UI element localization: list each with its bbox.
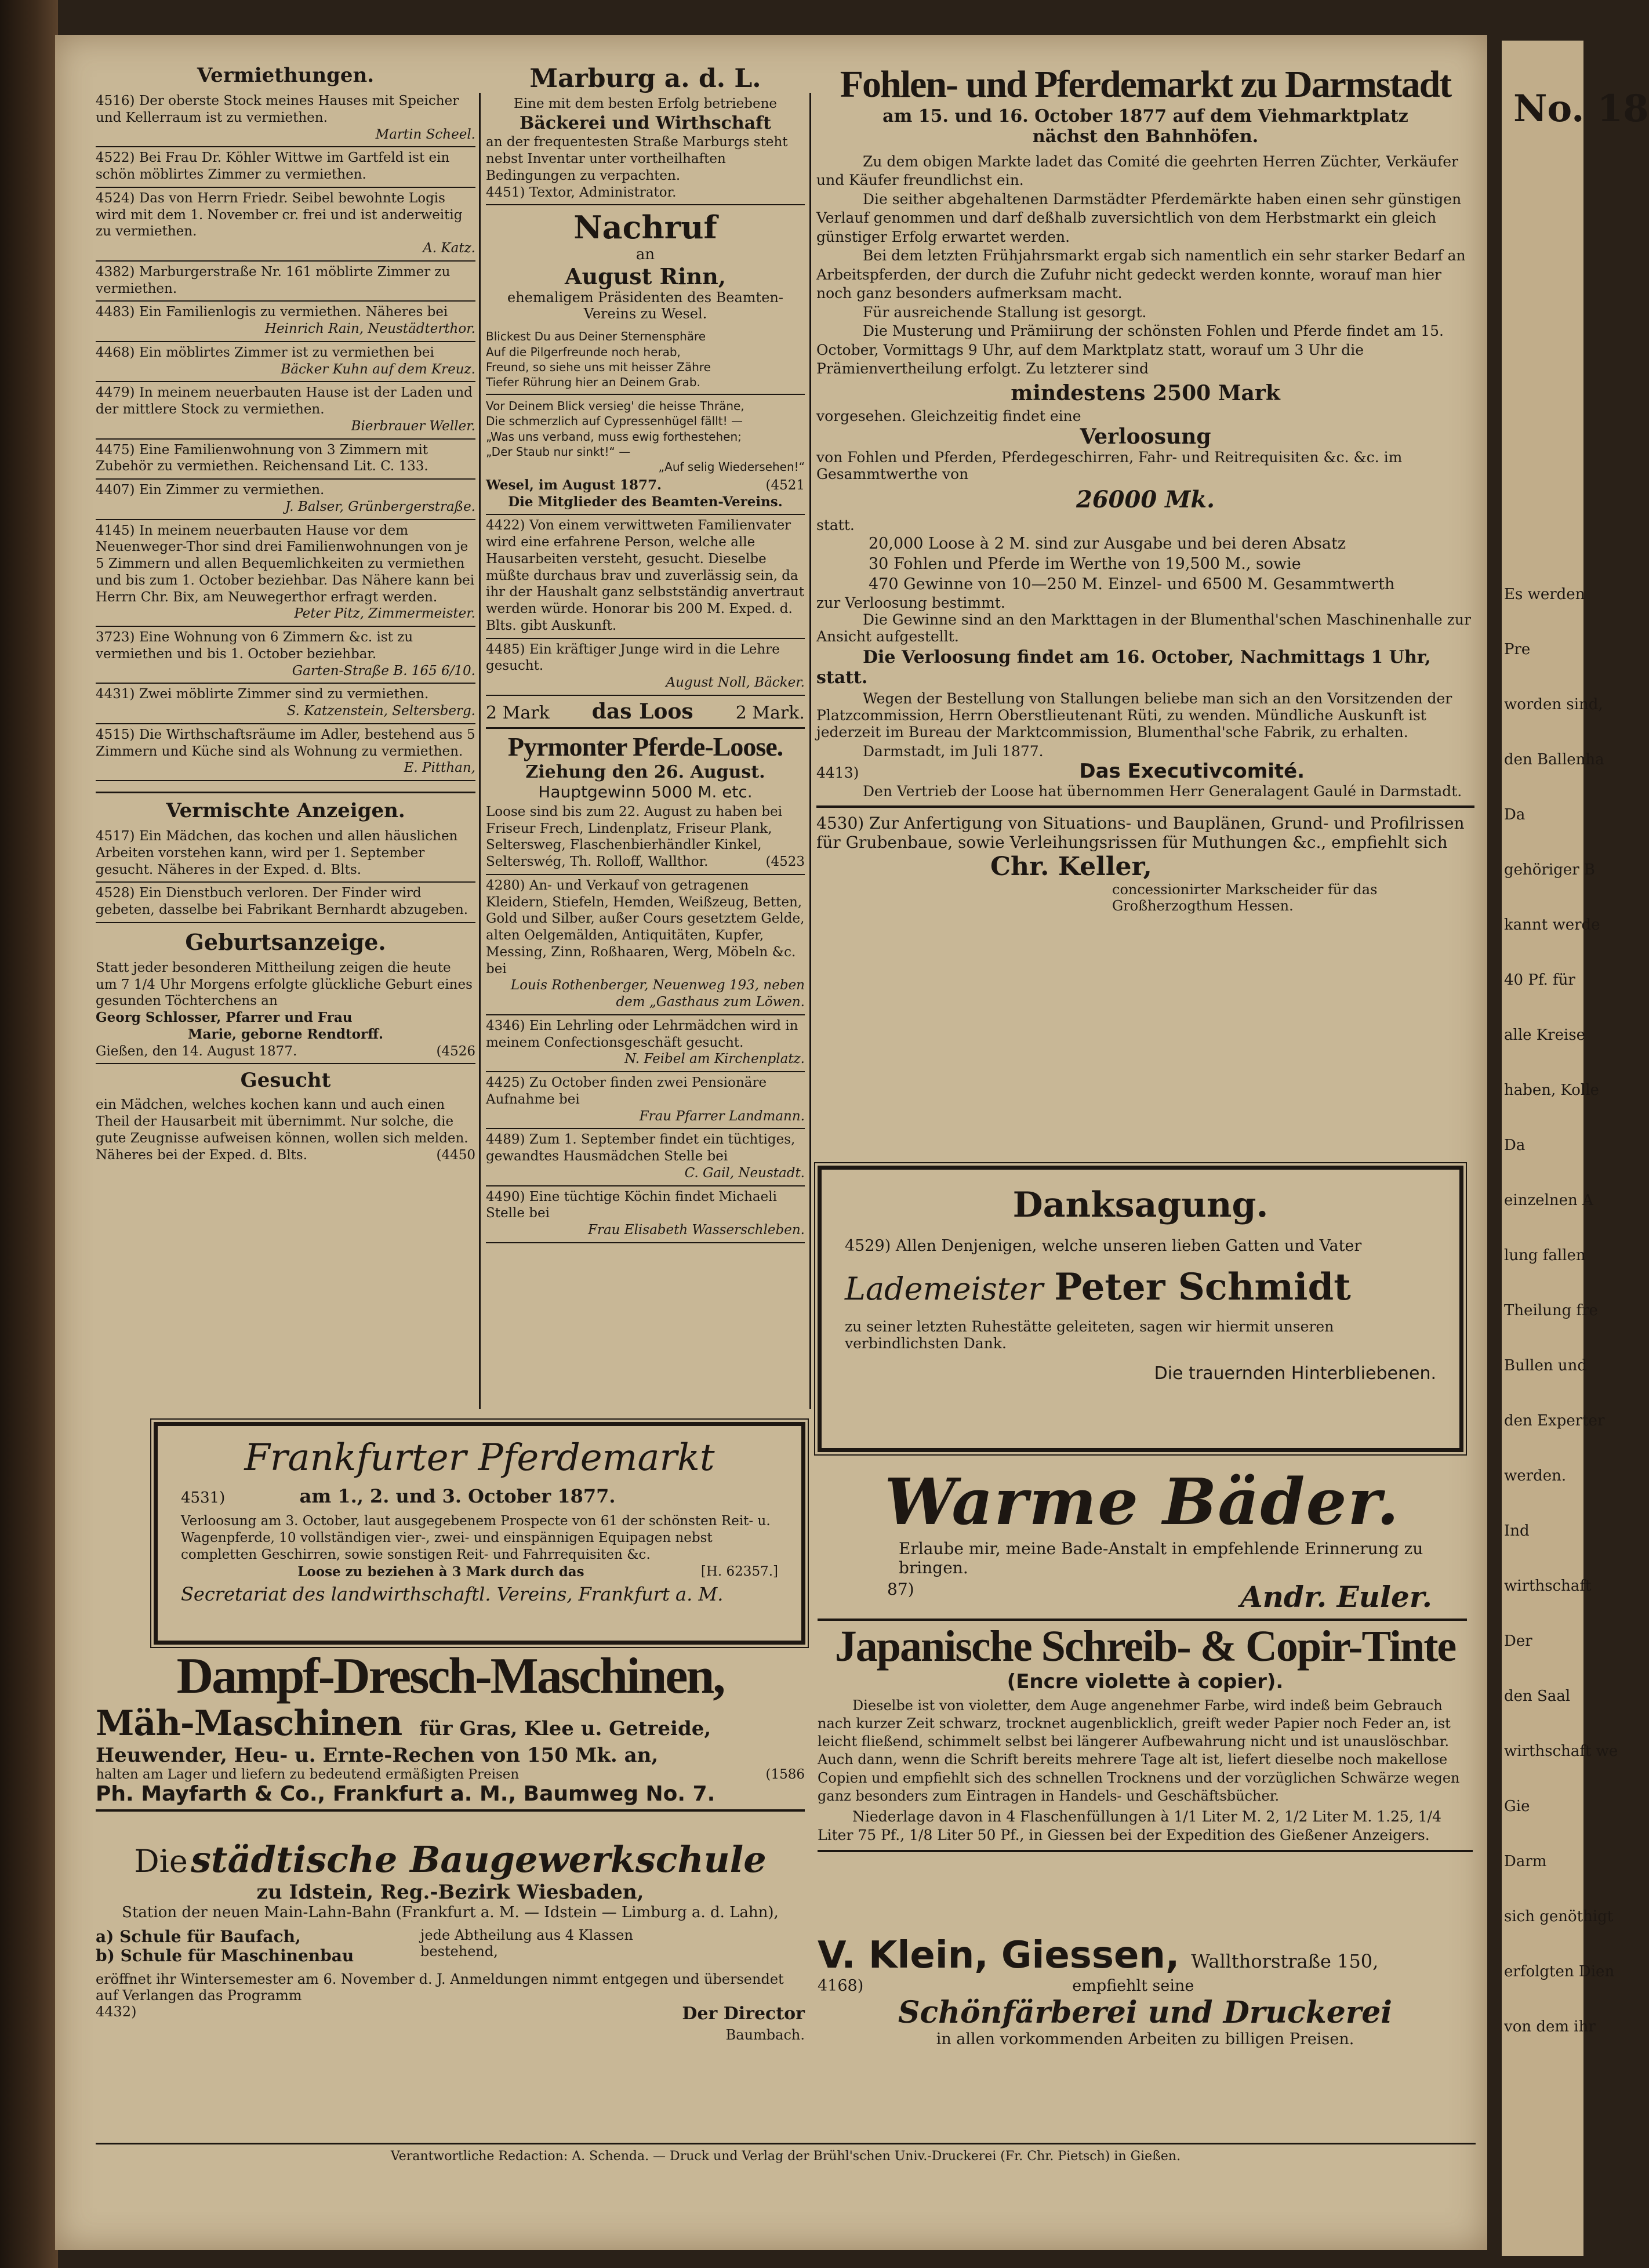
geburt-text: Statt jeder besonderen Mittheilung zeigen die heute um 7 1/4 Uhr Morgens erfolgte glückliche Geburt eines gesunden Töchterchens an (96, 960, 473, 1009)
pyrmont-title: Pyrmonter Pferde-Loose. (507, 731, 783, 761)
loos-right: 2 Mark. (735, 702, 805, 723)
nachruf-num: (4521 (765, 477, 805, 493)
pferdemarkt-paragraph: Für ausreichende Stallung ist gesorgt. (863, 303, 1147, 321)
ad-text: 4485) Ein kräftiger Junge wird in die Lehre gesucht. (486, 641, 780, 674)
ad-signature: Bierbrauer Weller. (351, 418, 475, 434)
nachruf-desc: ehemaligem Präsidenten des Beamten-Vereins zu Wesel. (507, 289, 783, 322)
dampf-line4-wrap (96, 1767, 805, 1782)
pyrmont-ad (486, 801, 805, 875)
ad-text: 4280) An- und Verkauf von getragenen Kleidern, Stiefeln, Hemden, Weißzeug, Betten, Gold und Silber, außer Cours gesetztem Gelde, alten Oelgemälden, Antiquitäten, Kupfer, Messing, Zinn, Roßhaaren, Werg, Möbeln &c. bei (486, 877, 805, 977)
marburg-text2: an der frequentesten Straße Marburgs steht nebst Inventar unter vortheilhaften Bedingungen zu verpachten. (486, 135, 788, 183)
tinte-text: Dieselbe ist von violetter, dem Auge angenehmer Farbe, wird indeß beim Gebrauch nach kurzer Zeit schwarz, trocknet augenblicklich, greift weder Papier noch Feder an, ist leicht fließend, schimmelt selbst bei längerer Aufbewahrung nicht und ist unauslöschbar. Auch dann, wenn die Schrift bereits mehrere Tage alt ist, liefert dieselbe noch makellose Copien und empfiehlt sich des schnellen Trocknens und der vorzüglichen Schwärze wegen ganz besonders zum Eintragen in Handels- und Geschäftsbücher. (818, 1697, 1460, 1804)
poem-line: Die schmerzlich auf Cypressenhügel fällt! — (486, 414, 743, 429)
heading-vermiethungen: Vermiethungen. (197, 64, 375, 87)
frankfurt-dates: am 1., 2. und 3. October 1877. (299, 1485, 616, 1507)
ad-item (96, 627, 475, 684)
pferdemarkt-subtitle: am 15. und 16. October 1877 auf dem Viehmarktplatz nächst den Bahnhöfen. (882, 106, 1408, 147)
dank-title: Danksagung. (1012, 1185, 1269, 1225)
dampf-line3: Heuwender, Heu- u. Ernte-Rechen von 150 Mk. an, (96, 1744, 659, 1768)
ad-text: 4515) Die Wirthschaftsräume im Adler, bestehend aus 5 Zimmern und Küche sind als Wohnung zu vermiethen. (96, 727, 475, 759)
adjacent-page-fragment: kannt werde (1504, 916, 1600, 934)
ad-item (96, 480, 475, 520)
schule-num: 4432) (96, 2004, 137, 2020)
poem-line (486, 394, 805, 395)
frankfurt-loose-line (181, 1564, 778, 1580)
adjacent-page-fragment: einzelnen A (1504, 1192, 1593, 1209)
poem-line: Blickest Du aus Deiner Sternensphäre (486, 329, 706, 344)
ad-signature: C. Gail, Neustadt. (684, 1165, 805, 1181)
gesucht-text: ein Mädchen, welches kochen kann und auch einen Theil der Hausarbeit mit übernimmt. Nur solche, die gute Zeugnisse aufweisen können, wollen sich melden. Näheres bei der Exped. d. Blts. (96, 1097, 468, 1163)
adjacent-page-fragment: Es werden (1504, 586, 1585, 603)
frankfurt-text: Verloosung am 3. October, laut ausgegebenem Prospecte von 61 der schönsten Reit- u. Wagenpferde, 10 vollständigen vier-, zwei- und einspännigen Equipagen nebst completten Geschirren, sowie sonstigen Reit- und Fahrrequisiten &c. (181, 1514, 771, 1562)
adjacent-page-fragment: erfolgten Dien (1504, 1963, 1615, 1980)
dank-name: Peter Schmidt (1054, 1265, 1351, 1309)
dank-sig: Die trauernden Hinterbliebenen. (1154, 1363, 1436, 1384)
schule-station: Station der neuen Main-Lahn-Bahn (Frankfurt a. M. — Idstein — Limburg a. d. Lahn), (122, 1904, 779, 1921)
pferdemarkt-num: 4413) (816, 764, 859, 781)
poem-line: Auf die Pilgerfreunde noch herab, (486, 344, 681, 359)
tinte-subtitle: (Encre violette à copier). (1007, 1670, 1284, 1693)
ad-text: 4422) Von einem verwittweten Familienvater wird eine erfahrene Person, welche alle Hausarbeiten versteht, gesucht. Dieselbe müßte durchaus brav und zuverlässig sein, da ihr der Haushalt ganz selbstständig anvertraut werden würde. Honorar bis 200 M. Exped. d. Blts. gibt Auskunft. (486, 518, 804, 633)
klein-line1 (818, 1934, 1473, 1977)
marburg-title: Marburg a. d. L. (529, 64, 761, 93)
dampf-ad (96, 1650, 805, 1812)
ad-item (96, 147, 475, 188)
klein-empfiehlt: empfiehlt seine (1072, 1977, 1194, 1995)
nachruf-footer (486, 475, 805, 516)
gesucht-ad (96, 1094, 475, 1167)
dank-text: 4529) Allen Denjenigen, welche unseren lieben Gatten und Vater (845, 1237, 1362, 1255)
pferdemarkt-paragraph: Bei dem letzten Frühjahrsmarkt ergab sich namentlich ein sehr starker Bedarf an Arbeitspferden, der durch die Zufuhr nicht gedeckt werden konnte, worauf man hier noch ganz besonders aufmerksam macht. (816, 247, 1466, 302)
heading-gesucht: Gesucht (240, 1069, 331, 1093)
danksagung-box (818, 1166, 1463, 1452)
nachruf-title: Nachruf (573, 209, 717, 246)
adjacent-page-fragment: Gie (1504, 1798, 1530, 1815)
adjacent-page-fragment: wirthschaft we (1504, 1743, 1618, 1760)
book-binding (0, 0, 58, 2268)
column-2 (486, 64, 805, 1403)
frankfurt-box (154, 1422, 805, 1645)
heading-vermischte: Vermischte Anzeigen. (96, 792, 475, 822)
lose-item: 30 Fohlen und Pferde im Werthe von 19,500 M., sowie (869, 554, 1301, 573)
schule-place: zu Idstein, Reg.-Bezirk Wiesbaden, (256, 1881, 644, 1904)
ad-item (486, 1072, 805, 1129)
schule-classes (96, 1927, 805, 1965)
ad-signature: E. Pitthan, (404, 760, 475, 776)
ad-text: 4382) Marburgerstraße Nr. 161 möblirte Zimmer zu vermiethen. (96, 264, 451, 296)
dampf-line2 (96, 1703, 805, 1744)
ad-item (486, 1186, 805, 1243)
nachruf-sig: Die Mitglieder des Beamten-Vereins. (508, 493, 783, 510)
ad-item (96, 188, 475, 262)
warme-num: 87) (887, 1580, 914, 1599)
klein-text: in allen vorkommenden Arbeiten zu billigen Preisen. (936, 2030, 1354, 2048)
lose-list (816, 534, 1474, 594)
warme-footer (818, 1577, 1467, 1621)
ad-item (96, 724, 475, 781)
keller-desc: concessionirter Markscheider für das Großherzogthum Hessen. (1112, 881, 1378, 914)
marburg-ad (486, 93, 805, 205)
vorgesehen: vorgesehen. Gleichzeitig findet eine (816, 407, 1081, 424)
imprint-footer: Verantwortliche Redaction: A. Schenda. — Druck und Verlag der Brühl'schen Univ.-Druckerei (Fr. Chr. Pietsch) in Gießen. (96, 2143, 1476, 2164)
ad-text: 4528) Ein Dienstbuch verloren. Der Finder wird gebeten, dasselbe bei Fabrikant Bernhardt abzugeben. (96, 886, 468, 917)
warme-ad (818, 1464, 1467, 1621)
ad-signature: August Noll, Bäcker. (666, 675, 805, 691)
poem-line: „Der Staub nur sinkt!“ — (486, 444, 631, 459)
warme-title: Warme Bäder. (884, 1464, 1400, 1539)
klein-name: V. Klein, Giessen, (818, 1934, 1180, 1977)
dampf-line2a: Mäh-Maschinen (96, 1703, 402, 1744)
dampf-num: (1586 (765, 1767, 805, 1783)
adjacent-page-fragment: 40 Pf. für (1504, 971, 1575, 989)
lose-item: 20,000 Loose à 2 M. sind zur Ausgabe und bei deren Absatz (869, 534, 1346, 553)
ad-text: 4425) Zu October finden zwei Pensionäre Aufnahme bei (486, 1075, 767, 1107)
poem-line: Freund, so siehe uns mit heisser Zähre (486, 360, 711, 375)
ad-text: 4490) Eine tüchtige Köchin findet Michaeli Stelle bei (486, 1189, 777, 1221)
marburg-bold: Bäckerei und Wirthschaft (520, 113, 771, 133)
adjacent-page-fragment: lung fallen (1504, 1247, 1586, 1264)
adjacent-page-fragment: Da (1504, 806, 1525, 823)
ad-signature: A. Katz. (423, 241, 475, 256)
nachruf-place: Wesel, im August 1877. (486, 477, 662, 493)
adjacent-page-fragment: Darm (1504, 1853, 1547, 1870)
marburg-text: Eine mit dem besten Erfolg betriebene (513, 96, 777, 111)
adjacent-page-fragment: Der (1504, 1632, 1532, 1650)
ad-item (96, 684, 475, 724)
nachruf-poem (486, 329, 805, 475)
tinte-niederlage: Niederlage davon in 4 Flaschenfüllungen à 1/1 Liter M. 2, 1/2 Liter M. 1.25, 1/4 Liter 75 Pf., 1/8 Liter 50 Pf., in Giessen bei der Expedition des Gießener Anzeigers. (818, 1808, 1473, 1852)
pyrmont-prize: Hauptgewinn 5000 M. etc. (538, 782, 753, 801)
adjacent-page-fragment: den Ballenha (1504, 751, 1604, 768)
adjacent-page-header: No. 18 (1513, 87, 1649, 130)
ad-text: 4431) Zwei möblirte Zimmer sind zu vermiethen. (96, 687, 429, 702)
lose-item: 470 Gewinne von 10—250 M. Einzel- und 6500 M. Gesammtwerth (869, 575, 1395, 593)
klein-num: 4168) (818, 1977, 864, 1995)
adjacent-page-fragment: werden. (1504, 1467, 1567, 1485)
adjacent-page-fragment: Pre (1504, 641, 1531, 658)
dampf-line4: halten am Lager und liefern zu bedeutend ermäßigten Preisen (96, 1767, 520, 1783)
ad-text: 4489) Zum 1. September findet ein tüchtiges, gewandtes Hausmädchen Stelle bei (486, 1132, 796, 1164)
adjacent-page-fragment: den Experter (1504, 1412, 1605, 1429)
column-3 (816, 64, 1474, 1166)
schule-title: städtische Baugewerkschule (190, 1838, 767, 1881)
tinte-title: Japanische Schreib- & Copir-Tinte (834, 1622, 1456, 1671)
frankfurt-code: [H. 62357.] (700, 1564, 778, 1580)
dampf-line2b: für Gras, Klee u. Getreide, (419, 1717, 711, 1741)
ad-text: 3723) Eine Wohnung von 6 Zimmern &c. ist zu vermiethen und bis 1. October beziehbar. (96, 630, 413, 662)
klein-ad (818, 1934, 1473, 2048)
ad-signature: S. Katzenstein, Seltersberg. (286, 703, 475, 718)
verloosung: Verloosung (1080, 424, 1211, 449)
schule-title-line (96, 1838, 805, 1881)
poem-line: „Was uns verband, muss ewig forthestehen; (486, 429, 742, 444)
poem-line: Tiefer Rührung hier an Deinem Grab. (486, 375, 700, 390)
ad-item (96, 90, 475, 147)
frankfurt-dates-line (181, 1485, 778, 1507)
klein-shop: Schönfärberei und Druckerei (898, 1995, 1393, 2030)
vermischte-list (96, 826, 475, 923)
adjacent-page-fragment: haben, Kolle (1504, 1082, 1599, 1099)
ad-signature: Heinrich Rain, Neustädterthor. (264, 321, 475, 336)
geburt-ad (96, 957, 475, 1065)
ad-signature: Garten-Straße B. 165 6/10. (292, 663, 475, 678)
ad-text: 4522) Bei Frau Dr. Köhler Wittwe im Gartfeld ist ein schön möblirtes Zimmer zu vermiethen. (96, 150, 450, 182)
adjacent-page-fragment: gehöriger B (1504, 861, 1596, 879)
ad-text: 4346) Ein Lehrling oder Lehrmädchen wird in meinem Confectionsgeschäft gesucht. (486, 1018, 798, 1050)
ad-signature: Peter Pitz, Zimmermeister. (294, 606, 475, 622)
schule-a: a) Schule für Baufach, (96, 1927, 301, 1946)
adjacent-page-fragment: worden sind, (1504, 696, 1603, 713)
geburt-place: Gießen, den 14. August 1877. (96, 1043, 297, 1059)
schule-title-die: Die (134, 1843, 188, 1879)
schule-abtheilung: jede Abtheilung aus 4 Klassen bestehend, (420, 1927, 633, 1959)
ad-item (96, 302, 475, 342)
schule-footer (96, 2004, 805, 2044)
ad-text: 4483) Ein Familienlogis zu vermiethen. Näheres bei (96, 304, 448, 320)
vertrieb: Den Vertrieb der Loose hat übernommen Herr Generalagent Gaulé in Darmstadt. (816, 783, 1474, 808)
schule-text: eröffnet ihr Wintersemester am 6. November d. J. Anmeldungen nimmt entgegen und übersendet auf Verlangen das Programm (96, 1971, 784, 2004)
frankfurt-loose: Loose zu beziehen à 3 Mark durch das (297, 1564, 584, 1580)
col2-ads (486, 515, 805, 696)
pferdemarkt-paragraph: Die Musterung und Prämiirung der schönsten Fohlen und Pferde findet am 15. October, Vormittags 9 Uhr, auf dem Marktplatz statt, worauf um 3 Uhr die Prämienvertheilung erfolgt. Zu letzterer sind (816, 322, 1444, 378)
statt: statt. (816, 516, 855, 534)
adjacent-page (1502, 41, 1649, 2256)
stallung: Wegen der Bestellung von Stallungen beliebe man sich an den Vorsitzenden der Platzcommission, Herrn Oberstlieutenant Rüti, zu wenden. Mündliche Auskunft ist jederzeit im Bureau der Marktcommission, Blumenthal'sche Fabrik, zu erhalten. (816, 690, 1452, 741)
committee: Das Executivcomité. (1079, 759, 1305, 783)
column-rule-1 (479, 93, 481, 1409)
adjacent-page-fragment: Theilung fre (1504, 1302, 1598, 1319)
ad-item (96, 440, 475, 480)
ad-text: 4524) Das von Herrn Friedr. Seibel bewohnte Logis wird mit dem 1. November cr. frei und ist anderweitig zu vermiethen. (96, 190, 463, 239)
loos-banner (486, 696, 805, 729)
gesucht-num: (4450 (436, 1147, 475, 1163)
pyrmont-draw: Ziehung den 26. August. (525, 761, 765, 782)
ziehung: Die Verloosung findet am 16. October, Nachmittags 1 Uhr, statt. (816, 647, 1431, 688)
schule-ad (96, 1838, 805, 2044)
nachruf-name: August Rinn, (565, 263, 726, 290)
warme-sig: Andr. Euler. (1240, 1580, 1432, 1614)
ad-signature: N. Feibel am Kirchenplatz. (624, 1051, 805, 1067)
ad-item (96, 520, 475, 627)
adjacent-page-fragment: alle Kreise (1504, 1026, 1586, 1044)
klein-line2 (818, 1977, 1473, 1995)
schule-b: b) Schule für Maschinenbau (96, 1946, 354, 1965)
pferdemarkt-title: Fohlen- und Pferdemarkt zu Darmstadt (840, 63, 1451, 106)
keller-name: Chr. Keller, (990, 851, 1152, 881)
adjacent-page-fragment: den Saal (1504, 1688, 1571, 1705)
column-1 (96, 64, 475, 1403)
keller-text: 4530) Zur Anfertigung von Situations- und Bauplänen, Grund- und Profilrissen für Grubenbaue, sowie Verleihungsrissen für Muthungen &c., empfiehlt sich (816, 813, 1465, 852)
ad-text: 4517) Ein Mädchen, das kochen und allen häuslichen Arbeiten vorstehen kann, wird per 1. September gesucht. Näheres in der Exped. d. Blts. (96, 829, 458, 877)
ad-item (96, 382, 475, 439)
ad-signature: J. Balser, Grünbergerstraße. (285, 499, 475, 514)
loos-left: 2 Mark (486, 702, 550, 723)
schule-sig (682, 2004, 805, 2044)
frankfurt-sig: Secretariat des landwirthschaftl. Vereins, Frankfurt a. M. (181, 1583, 724, 1606)
pyrmont-num: (4523 (765, 854, 805, 870)
dank-name-prefix: Lademeister (845, 1271, 1044, 1307)
ad-item (486, 875, 805, 1015)
poem-line: „Auf selig Wiedersehen!“ (658, 460, 805, 474)
heading-geburt: Geburtsanzeige. (185, 928, 386, 955)
gewinne: Die Gewinne sind an den Markttagen in der Blumenthal'schen Maschinenhalle zur Ansicht aufgestellt. (816, 611, 1471, 645)
ad-item (96, 883, 475, 923)
adjacent-page-fragment: Da (1504, 1137, 1525, 1154)
column-rule-2 (809, 93, 811, 1409)
ad-item (486, 639, 805, 696)
ad-signature: Louis Rothenberger, Neuenweg 193, neben dem „Gasthaus zum Löwen. (510, 978, 805, 1010)
ad-text: 4145) In meinem neuerbauten Hause vor dem Neuenweger-Thor sind drei Familienwohnungen von je 5 Zimmern und allen Bequemlichkeiten zu vermiethen und bis zum 1. October beziehbar. Das Nähere kann bei Herrn Chr. Bix, am Neuwegerthor erfragt werden. (96, 522, 475, 605)
poem-line: Vor Deinem Blick versieg' die heisse Thräne, (486, 398, 744, 413)
geburt-mother: Marie, geborne Rendtorff. (187, 1026, 383, 1042)
adjacent-page-fragment: Ind (1504, 1522, 1530, 1540)
adjacent-page-fragment: von dem ihr (1504, 2018, 1596, 2035)
ad-item (96, 826, 475, 883)
sum: 26000 Mk. (1076, 485, 1215, 513)
verloosung-text: von Fohlen und Pferden, Pferdegeschirren, Fahr- und Reitrequisiten &c. &c. im Gesammtwerthe von (816, 448, 1403, 482)
committee-line (816, 760, 1474, 783)
col2-ads-2 (486, 875, 805, 1243)
dank-name-line (845, 1265, 1436, 1309)
schule-sig2: Baumbach. (725, 2027, 805, 2043)
dank-text2: zu seiner letzten Ruhestätte geleiteten, sagen wir hiermit unseren verbindlichsten Dank. (845, 1318, 1334, 1352)
adjacent-page-fragment: wirthschaft (1504, 1577, 1592, 1595)
ad-item (96, 342, 475, 383)
pferdemarkt-paragraph: Zu dem obigen Markte ladet das Comité die geehrten Herren Züchter, Verkäufer und Käufer freundlichst ein. (816, 153, 1458, 189)
loos-mid: das Loos (591, 699, 693, 724)
ad-item (486, 1015, 805, 1072)
adjacent-page-fragment: Bullen und (1504, 1357, 1588, 1374)
frankfurt-title: Frankfurter Pferdemarkt (244, 1436, 715, 1479)
tinte-ad (818, 1624, 1473, 1852)
ad-signature: Frau Pfarrer Landmann. (639, 1108, 805, 1124)
ad-signature: Bäcker Kuhn auf dem Kreuz. (281, 361, 475, 377)
ad-text: 4516) Der oberste Stock meines Hauses mit Speicher und Kellerraum ist zu vermiethen. (96, 93, 459, 125)
ad-item (486, 1129, 805, 1186)
frankfurt-num: 4531) (181, 1489, 226, 1507)
schule-class-list (96, 1927, 420, 1965)
ad-signature: Martin Scheel. (375, 126, 475, 142)
geburt-num: (4526 (436, 1043, 475, 1059)
pferdemarkt-paragraphs (816, 153, 1474, 379)
mindestens: mindestens 2500 Mark (1011, 380, 1280, 405)
dampf-company: Ph. Mayfarth & Co., Frankfurt a. M., Baumweg No. 7. (96, 1782, 805, 1812)
pyrmont-text: Loose sind bis zum 22. August zu haben bei Friseur Frech, Lindenplatz, Friseur Plank, Seltersweg, Flaschenbierhändler Kinkel, Selterswég, Th. Rolloff, Wallthor. (486, 804, 783, 870)
pferdemarkt-paragraph: Die seither abgehaltenen Darmstädter Pferdemärkte haben einen sehr günstigen Verlauf genommen und darf deßhalb zuversichtlich von dem Herbstmarkt ein gleich günstiger Erfolg erwartet werden. (816, 190, 1462, 245)
ad-text: 4468) Ein möblirtes Zimmer ist zu vermiethen bei (96, 344, 434, 360)
geburt-names: Georg Schlosser, Pfarrer und Frau (96, 1010, 353, 1025)
marburg-sig: 4451) Textor, Administrator. (486, 184, 677, 200)
schule-sig1: Der Director (682, 2004, 805, 2024)
vermiethungen-list (96, 90, 475, 781)
ad-item (486, 515, 805, 638)
ad-text: 4479) In meinem neuerbauten Hause ist der Laden und der mittlere Stock zu vermiethen. (96, 385, 473, 417)
ad-text: 4407) Ein Zimmer zu vermiethen. (96, 482, 325, 498)
dampf-title: Dampf-Dresch-Maschinen, (176, 1648, 724, 1704)
klein-address: Wallthorstraße 150, (1191, 1950, 1379, 1972)
nachruf-an: an (635, 246, 655, 264)
ad-signature: Frau Elisabeth Wasserschleben. (588, 1222, 805, 1238)
warme-text: Erlaube mir, meine Bade-Anstalt in empfehlende Erinnerung zu bringen. (899, 1539, 1423, 1577)
bestimmt: zur Verloosung bestimmt. (816, 594, 1005, 611)
darmstadt-date: Darmstadt, im Juli 1877. (863, 742, 1044, 760)
adjacent-page-fragment: sich genöthigt (1504, 1908, 1614, 1925)
ad-item (96, 262, 475, 302)
ad-text: 4475) Eine Familienwohnung von 3 Zimmern mit Zubehör zu vermiethen. Reichensand Lit. C. 133. (96, 442, 428, 474)
